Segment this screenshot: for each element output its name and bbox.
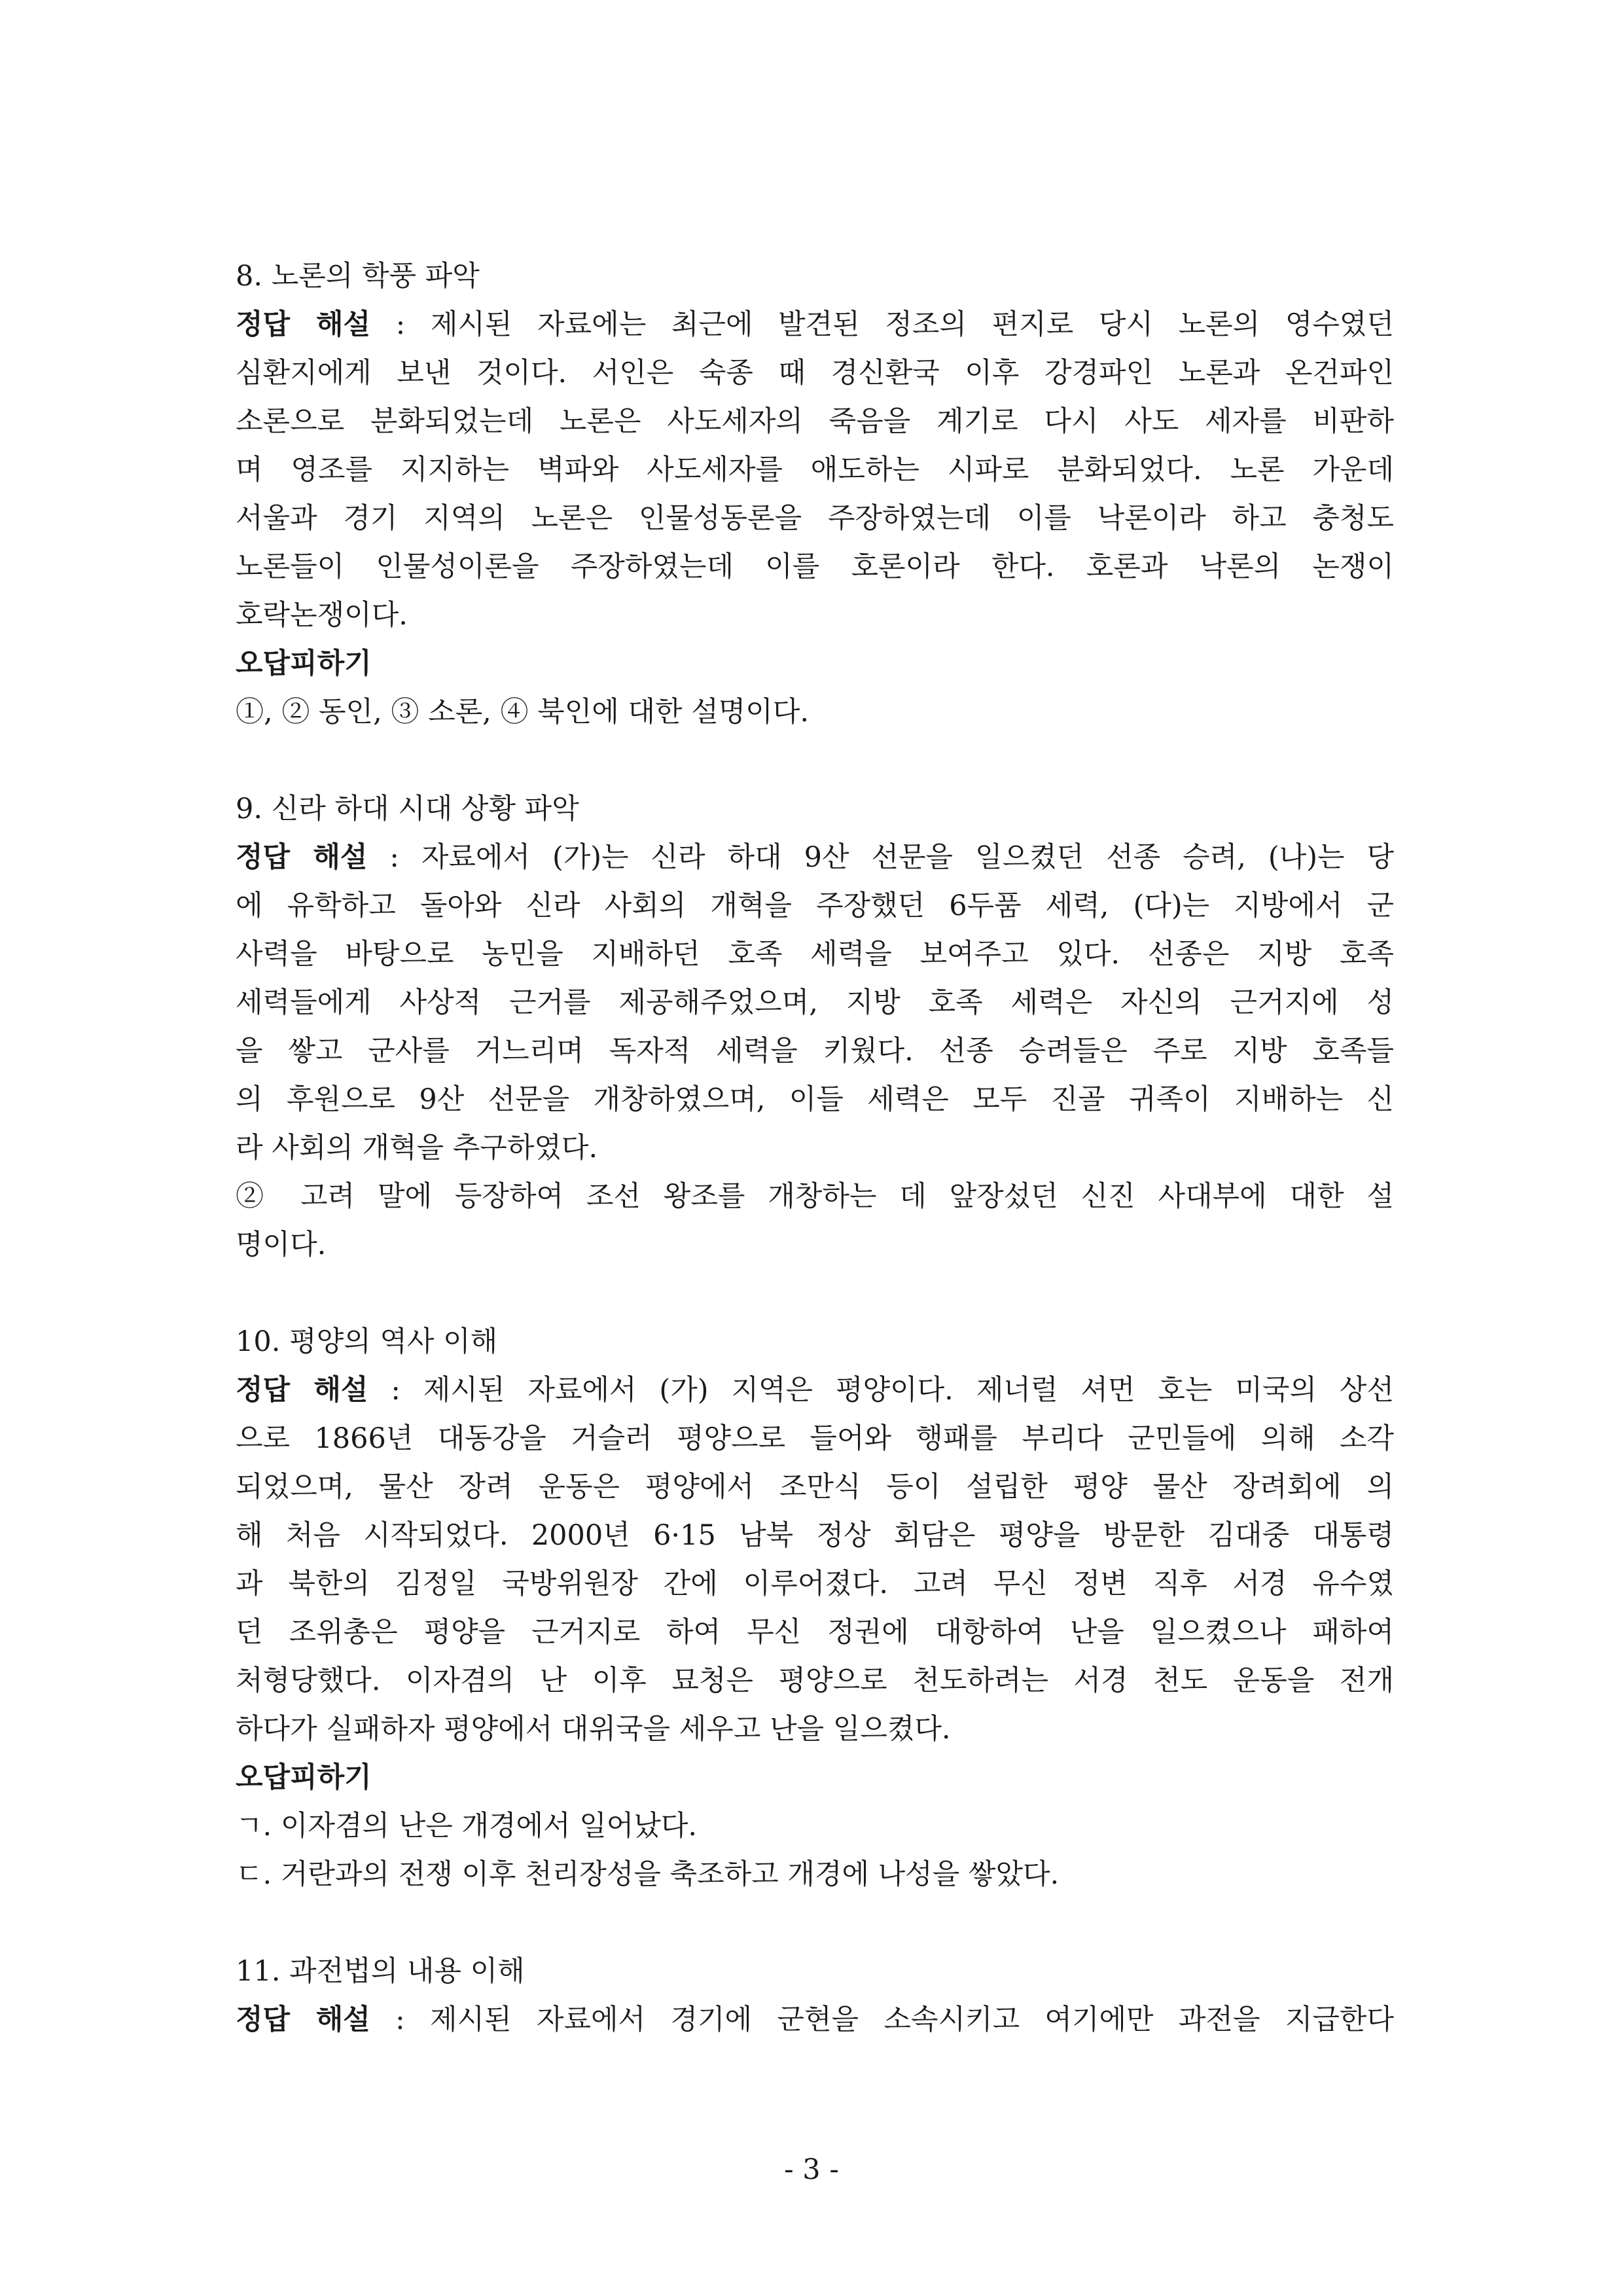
answer-line: 되었으며, 물산 장려 운동은 평양에서 조만식 등이 설립한 평양 물산 장려회에 의: [236, 1471, 1394, 1503]
answer-line: 던 조위총은 평양을 근거지로 하여 무신 정권에 대항하여 난을 일으켰으나 패하여: [236, 1616, 1394, 1649]
section-spacer: [236, 1269, 1394, 1318]
answer-line: 며 영조를 지지하는 벽파와 사도세자를 애도하는 시파로 분화되었다. 노론 가운데: [236, 454, 1394, 486]
document-body: [236, 252, 1394, 2044]
answer-line: 하다가 실패하자 평양에서 대위국을 세우고 난을 일으켰다.: [236, 1713, 951, 1746]
answer-line: 사력을 바탕으로 농민을 지배하던 호족 세력을 보여주고 있다. 선종은 지방 호족: [236, 938, 1394, 971]
answer-line: [236, 300, 1394, 349]
section-spacer: [236, 1899, 1394, 1947]
section-heading: 9. 신라 하대 시대 상황 파악: [236, 793, 579, 825]
answer-label: 정답 해설: [236, 2003, 370, 2036]
wrong-answer-line: ①, ② 동인, ③ 소론, ④ 북인에 대한 설명이다.: [236, 696, 810, 728]
answer-line: 해 처음 시작되었다. 2000년 6·15 남북 정상 회담은 평양을 방문한 김대중 대통령: [236, 1519, 1394, 1552]
answer-line: 라 사회의 개혁을 추구하였다.: [236, 1132, 598, 1164]
answer-line: 으로 1866년 대동강을 거슬러 평양으로 들어와 행패를 부리다 군민들에 의해 소각: [236, 1422, 1394, 1455]
answer-line: 소론으로 분화되었는데 노론은 사도세자의 죽음을 계기로 다시 사도 세자를 비판하: [236, 405, 1394, 438]
answer-line: 서울과 경기 지역의 노론은 인물성동론을 주장하였는데 이를 낙론이라 하고 충청도: [236, 502, 1394, 535]
answer-line: 명이다.: [236, 1229, 327, 1261]
answer-label: 정답 해설: [236, 1374, 368, 1407]
answer-line: [236, 1366, 1394, 1414]
answer-line: 심환지에게 보낸 것이다. 서인은 숙종 때 경신환국 이후 강경파인 노론과 온건파인: [236, 357, 1394, 389]
section-spacer: [236, 736, 1394, 785]
answer-line: 의 후원으로 9산 선문을 개창하였으며, 이들 세력은 모두 진골 귀족이 지배하는 신: [236, 1083, 1394, 1116]
section-heading: 11. 과전법의 내용 이해: [236, 1955, 525, 1988]
answer-line: 과 북한의 김정일 국방위원장 간에 이루어졌다. 고려 무신 정변 직후 서경 유수였: [236, 1568, 1394, 1600]
section-heading: 10. 평양의 역사 이해: [236, 1325, 498, 1358]
answer-line: 처형당했다. 이자겸의 난 이후 묘청은 평양으로 천도하려는 서경 천도 운동을 전개: [236, 1664, 1394, 1697]
answer-line: 노론들이 인물성이론을 주장하였는데 이를 호론이라 한다. 호론과 낙론의 논쟁이: [236, 550, 1394, 583]
answer-text: : 제시된 자료에서 (가) 지역은 평양이다. 제너럴 셔먼 호는 미국의 상선: [368, 1374, 1394, 1407]
answer-line: 에 유학하고 돌아와 신라 사회의 개혁을 주장했던 6두품 세력, (다)는 지방에서 군: [236, 889, 1394, 922]
answer-text: : 제시된 자료에는 최근에 발견된 정조의 편지로 당시 노론의 영수였던: [370, 308, 1394, 341]
answer-line: 을 쌓고 군사를 거느리며 독자적 세력을 키웠다. 선종 승려들은 주로 지방 호족들: [236, 1035, 1394, 1067]
wrong-answer-label: 오답피하기: [236, 647, 372, 680]
page-number: - 3 -: [784, 2153, 839, 2186]
wrong-answer-label: 오답피하기: [236, 1761, 372, 1794]
answer-line: [236, 1996, 1394, 2044]
answer-label: 정답 해설: [236, 841, 368, 874]
answer-line: ② 고려 말에 등장하여 조선 왕조를 개창하는 데 앞장섰던 신진 사대부에 대한 설: [236, 1180, 1394, 1213]
answer-text: : 제시된 자료에서 경기에 군현을 소속시키고 여기에만 과전을 지급한다: [370, 2003, 1395, 2036]
answer-line: 호락논쟁이다.: [236, 599, 408, 632]
answer-line: [236, 833, 1394, 882]
section-heading: 8. 노론의 학풍 파악: [236, 260, 480, 293]
wrong-answer-line: ㄷ. 거란과의 전쟁 이후 천리장성을 축조하고 개경에 나성을 쌓았다.: [236, 1858, 1060, 1891]
answer-label: 정답 해설: [236, 308, 371, 341]
answer-line: 세력들에게 사상적 근거를 제공해주었으며, 지방 호족 세력은 자신의 근거지에 성: [236, 986, 1394, 1019]
answer-text: : 자료에서 (가)는 신라 하대 9산 선문을 일으켰던 선종 승려, (나)는 당: [367, 841, 1395, 874]
wrong-answer-line: ㄱ. 이자겸의 난은 개경에서 일어났다.: [236, 1810, 698, 1842]
